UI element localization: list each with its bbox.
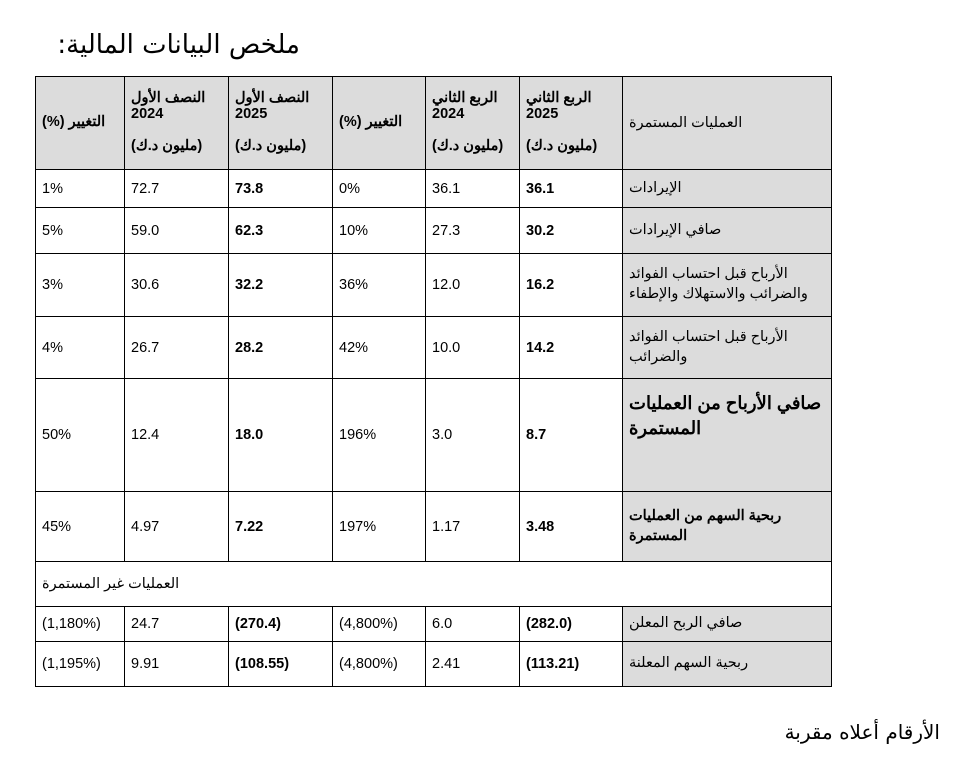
col-header-q2-2024: الربع الثاني 2024 (مليون د.ك) bbox=[426, 77, 520, 170]
cell: 27.3 bbox=[426, 208, 520, 254]
cell: 12.4 bbox=[125, 379, 229, 492]
financial-summary-table bbox=[35, 76, 832, 687]
cell: 32.2 bbox=[229, 254, 333, 317]
col-header-h1-2024: النصف الأول 2024 (مليون د.ك) bbox=[125, 77, 229, 170]
cell: 72.7 bbox=[125, 170, 229, 208]
col-header-q2-2025: الربع الثاني 2025 (مليون د.ك) bbox=[520, 77, 623, 170]
cell: (282.0) bbox=[520, 607, 623, 642]
table-row bbox=[36, 208, 832, 254]
cell: 3.0 bbox=[426, 379, 520, 492]
cell: 3.48 bbox=[520, 492, 623, 562]
cell: 4% bbox=[36, 317, 125, 379]
table-row bbox=[36, 379, 832, 492]
cell: 50% bbox=[36, 379, 125, 492]
page-title: ملخص البيانات المالية: bbox=[57, 30, 300, 60]
cell: 196% bbox=[333, 379, 426, 492]
cell: 8.7 bbox=[520, 379, 623, 492]
cell: 16.2 bbox=[520, 254, 623, 317]
row-label: صافي الإيرادات bbox=[623, 208, 832, 254]
cell: (108.55) bbox=[229, 642, 333, 687]
cell: (270.4) bbox=[229, 607, 333, 642]
cell: 36.1 bbox=[426, 170, 520, 208]
cell: 0% bbox=[333, 170, 426, 208]
cell: 3% bbox=[36, 254, 125, 317]
cell: 6.0 bbox=[426, 607, 520, 642]
table-row bbox=[36, 492, 832, 562]
cell: (4,800%) bbox=[333, 607, 426, 642]
cell: 197% bbox=[333, 492, 426, 562]
row-label: صافي الربح المعلن bbox=[623, 607, 832, 642]
cell: 4.97 bbox=[125, 492, 229, 562]
cell: 59.0 bbox=[125, 208, 229, 254]
section-row bbox=[36, 562, 832, 607]
cell: 28.2 bbox=[229, 317, 333, 379]
cell: 10.0 bbox=[426, 317, 520, 379]
cell: 73.8 bbox=[229, 170, 333, 208]
cell: 26.7 bbox=[125, 317, 229, 379]
row-label: ربحية السهم المعلنة bbox=[623, 642, 832, 687]
cell: (1,180%) bbox=[36, 607, 125, 642]
cell: 1% bbox=[36, 170, 125, 208]
cell: 30.6 bbox=[125, 254, 229, 317]
cell: 24.7 bbox=[125, 607, 229, 642]
col-header-h-change: التغيير (%) bbox=[36, 77, 125, 170]
table-row bbox=[36, 317, 832, 379]
row-label: الأرباح قبل احتساب الفوائد والضرائب bbox=[623, 317, 832, 379]
cell: 45% bbox=[36, 492, 125, 562]
section-label: العمليات غير المستمرة bbox=[36, 562, 832, 607]
cell: 36% bbox=[333, 254, 426, 317]
cell: 2.41 bbox=[426, 642, 520, 687]
table-row bbox=[36, 642, 832, 687]
cell: 10% bbox=[333, 208, 426, 254]
header-row bbox=[36, 77, 832, 170]
header-label: العمليات المستمرة bbox=[623, 77, 832, 170]
cell: (113.21) bbox=[520, 642, 623, 687]
col-header-q-change: التغيير (%) bbox=[333, 77, 426, 170]
cell: 62.3 bbox=[229, 208, 333, 254]
cell: (1,195%) bbox=[36, 642, 125, 687]
cell: 5% bbox=[36, 208, 125, 254]
table-row bbox=[36, 170, 832, 208]
cell: 36.1 bbox=[520, 170, 623, 208]
table-row bbox=[36, 607, 832, 642]
row-label: صافي الأرباح من العمليات المستمرة bbox=[623, 379, 832, 492]
cell: 9.91 bbox=[125, 642, 229, 687]
col-header-h1-2025: النصف الأول 2025 (مليون د.ك) bbox=[229, 77, 333, 170]
cell: (4,800%) bbox=[333, 642, 426, 687]
row-label: ربحية السهم من العمليات المستمرة bbox=[623, 492, 832, 562]
row-label: الأرباح قبل احتساب الفوائد والضرائب والاستهلاك والإطفاء bbox=[623, 254, 832, 317]
cell: 18.0 bbox=[229, 379, 333, 492]
cell: 7.22 bbox=[229, 492, 333, 562]
cell: 14.2 bbox=[520, 317, 623, 379]
cell: 1.17 bbox=[426, 492, 520, 562]
rounding-note: الأرقام أعلاه مقربة bbox=[784, 720, 940, 744]
table-row bbox=[36, 254, 832, 317]
row-label: الإيرادات bbox=[623, 170, 832, 208]
cell: 42% bbox=[333, 317, 426, 379]
cell: 30.2 bbox=[520, 208, 623, 254]
cell: 12.0 bbox=[426, 254, 520, 317]
